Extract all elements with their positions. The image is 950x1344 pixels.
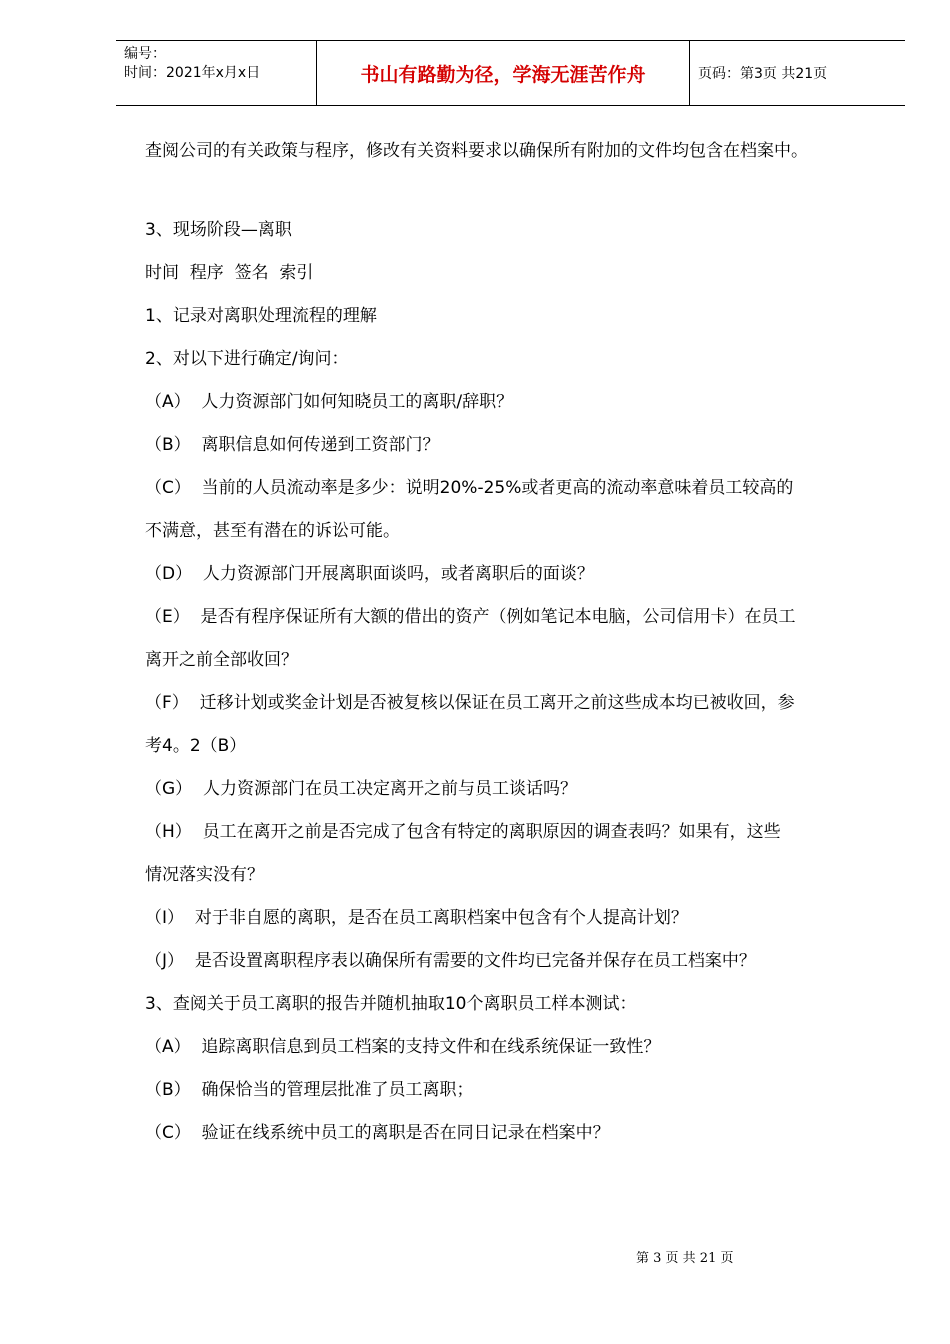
question-g: （G） 人力资源部门在员工决定离开之前与员工谈话吗？ [145,779,577,799]
header-page-info: 页码：第3页 共21页 [698,66,828,82]
intro-paragraph: 查阅公司的有关政策与程序，修改有关资料要求以确保所有附加的文件均包含在档案中。 [145,141,808,161]
list-item: 2、对以下进行确定/询问： [145,349,349,369]
question-e-line1: （E） 是否有程序保证所有大额的借出的资产（例如笔记本电脑，公司信用卡）在员工 [145,607,796,627]
list-item: 3、查阅关于员工离职的报告并随机抽取10个离职员工样本测试： [145,994,637,1014]
question-i: （I） 对于非自愿的离职，是否在员工离职档案中包含有个人提高计划？ [145,908,688,928]
question-a: （A） 人力资源部门如何知晓员工的离职/辞职？ [145,392,514,412]
question-f-line2: 考4。2（B） [145,736,247,756]
number-label: 编号： [124,46,166,62]
question-e-line2: 离开之前全部收回？ [145,650,298,670]
date-line: 时间：2021年x月x日 [124,65,261,81]
question-c-line2: 不满意，甚至有潜在的诉讼可能。 [145,521,400,541]
page-footer: 第 3 页 共 21 页 [636,1251,734,1266]
question-f-line1: （F） 迁移计划或奖金计划是否被复核以保证在员工离开之前这些成本均已被收回，参 [145,693,795,713]
sample-a: （A） 追踪离职信息到员工档案的支持文件和在线系统保证一致性？ [145,1037,661,1057]
header-meta [116,41,316,105]
list-item: 1、记录对离职处理流程的理解 [145,306,377,326]
question-h-line2: 情况落实没有？ [145,865,264,885]
sample-b: （B） 确保恰当的管理层批准了员工离职； [145,1080,474,1100]
spacer [145,173,885,209]
section-title: 3、现场阶段—离职 [145,220,292,240]
columns-line: 时间 程序 签名 索引 [145,263,314,283]
question-h-line1: （H） 员工在离开之前是否完成了包含有特定的离职原因的调查表吗？如果有，这些 [145,822,781,842]
document-body [145,130,885,1155]
header-motto: 书山有路勤为径，学海无涯苦作舟 [316,41,690,105]
page-header [116,40,905,106]
question-j: （J） 是否设置离职程序表以确保所有需要的文件均已完备并保存在员工档案中？ [145,951,756,971]
question-c-line1: （C） 当前的人员流动率是多少：说明20%-25%或者更高的流动率意味着员工较高的 [145,478,794,498]
sample-c: （C） 验证在线系统中员工的离职是否在同日记录在档案中？ [145,1123,610,1143]
question-b: （B） 离职信息如何传递到工资部门？ [145,435,440,455]
question-d: （D） 人力资源部门开展离职面谈吗，或者离职后的面谈？ [145,564,594,584]
